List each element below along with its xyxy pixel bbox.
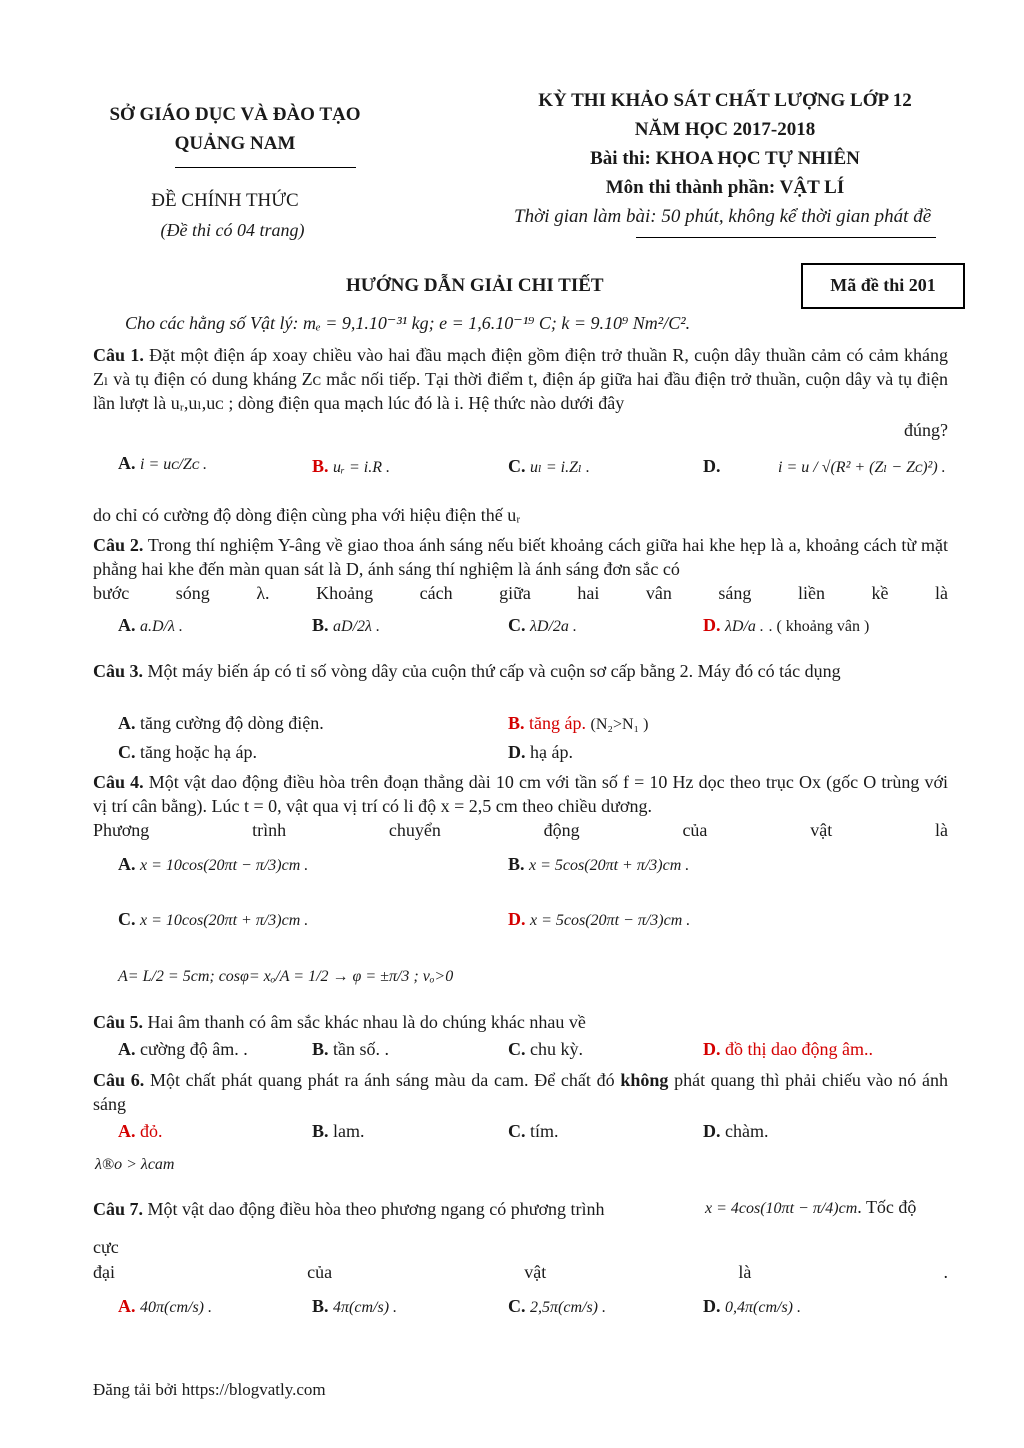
option-label: C. [508,456,526,476]
equation: x = 4cos(10πt − π/4)cm [705,1200,858,1217]
header-left-divider [175,167,356,168]
school-year: NĂM HỌC 2017-2018 [634,119,816,140]
question-1-tail: đúng? [904,420,948,440]
question-text: Đặt một điện áp xoay chiều vào hai đầu mạch điện gồm điện trở thuần R, cuộn dây thuần cảm có cảm kháng Zₗ và tụ điện có dung kháng Zᴄ mắc nối tiếp. Tại thời điểm t, điện áp giữa hai đầu điện trở thuần, cuộn dây và tụ điện lần lượt là uᵣ,uₗ,uᴄ ; dòng điện qua mạch lúc đó là i. Hệ thức nào dưới đây [93,345,949,413]
q4-option-b [508,854,689,875]
q2-option-c [508,615,577,636]
solution-formula: A= L/2 = 5cm; cosφ= xₒ/A = 1/2 → φ = ±π/3 ; vₒ>0 [118,968,454,985]
q1-option-b [312,456,390,477]
question-7-line2: cực [93,1237,119,1257]
option-text: hạ áp. [530,742,573,762]
option-text: chu kỳ. [530,1039,583,1059]
option-label: B. [312,615,329,635]
option-text: tăng hoặc hạ áp. [140,742,257,762]
option-label: C. [508,1121,526,1141]
option-text: đỏ. [140,1121,163,1141]
option-formula: uᵣ = i.R . [333,459,390,476]
option-label: B. [312,1039,329,1059]
q5-option-c [508,1039,583,1060]
question-emphasis: không [620,1070,669,1090]
option-formula: i = u / √(R² + (Zₗ − Zᴄ)²) . [778,459,946,476]
q4-option-a [118,854,308,875]
q2-option-b [312,615,380,636]
q7-option-c [508,1296,606,1317]
q4-option-c [118,909,308,930]
header-right-divider [636,237,936,238]
option-label: B. [508,713,525,733]
option-formula: 0,4π(cm/s) . [725,1299,801,1316]
option-formula: a.D/λ . [140,618,183,635]
official-label: ĐỀ CHÍNH THỨC [151,190,299,211]
guide-title: HƯỚNG DẪN GIẢI CHI TIẾT [346,275,604,296]
question-label: Câu 2. [93,535,144,555]
option-label: A. [118,1121,136,1141]
question-label: Câu 4. [93,772,144,792]
page-count-note: (Đề thi có 04 trang) [160,220,305,240]
option-formula: 2,5π(cm/s) . [530,1299,606,1316]
option-formula: λD/2a . [530,618,577,635]
option-label: D. [703,1296,721,1316]
option-label: C. [118,909,136,929]
q6-option-b [312,1121,365,1142]
option-label: D. [508,909,526,929]
question-text: Một chất phát quang phát ra ánh sáng màu da cam. Để chất đó [149,1070,615,1090]
solution-formula: λ®o > λcam [95,1156,175,1173]
question-1 [93,343,948,415]
q7-option-d [703,1296,801,1317]
q1-note: do chỉ có cường độ dòng điện cùng pha với hiệu điện thế uᵣ [93,505,521,525]
option-formula: 4π(cm/s) . [333,1299,398,1316]
q3-option-c [118,742,257,763]
option-label: D. [703,615,721,635]
option-label: A. [118,1296,136,1316]
question-label: Câu 7. [93,1199,144,1219]
q7-equation [705,1197,916,1218]
option-formula: uₗ = i.Zₗ . [530,459,590,476]
physics-constants: Cho các hằng số Vật lý: mₑ = 9,1.10⁻³¹ kg; e = 1,6.10⁻¹⁹ C; k = 9.10⁹ Nm²/C². [125,313,691,333]
option-formula: 40π(cm/s) . [140,1299,212,1316]
option-label: D. [703,1039,721,1059]
q7-option-b [312,1296,397,1317]
footer-credit: Đăng tải bởi https://blogvatly.com [93,1380,326,1399]
q5-option-b [312,1039,389,1060]
q4-option-d [508,909,690,930]
option-formula: x = 5cos(20πt − π/3)cm . [530,912,691,929]
option-text: cường độ âm. . [140,1039,248,1059]
option-note: (N₂>N₁ ) [590,716,649,733]
exam-code: Mã đề thi 201 [830,275,936,295]
subject-name: Môn thi thành phần: VẬT LÍ [605,177,845,198]
q4-solution [118,965,453,986]
exam-title: KỲ THI KHẢO SÁT CHẤT LƯỢNG LỚP 12 [538,90,912,111]
option-text: tần số. . [333,1039,390,1059]
q2-option-d [703,615,869,636]
q6-option-d [703,1121,768,1142]
q1-option-d [703,456,721,477]
question-label: Câu 6. [93,1070,145,1090]
option-label: A. [118,854,136,874]
question-label: Câu 5. [93,1012,144,1032]
option-formula: i = uᴄ/Zᴄ . [140,456,208,473]
exam-duration: Thời gian làm bài: 50 phút, không kể thời gian phát đề [514,206,932,227]
question-label: Câu 1. [93,345,144,365]
option-text: đồ thị dao động âm.. [725,1039,873,1059]
option-text: tím. [530,1121,559,1141]
question-2 [93,533,948,581]
option-formula: x = 10cos(20πt + π/3)cm . [140,912,309,929]
option-label: B. [312,456,329,476]
q5-option-a [118,1039,248,1060]
option-formula: aD/2λ . [333,618,380,635]
question-text-continued: phát quang thì phải chiếu vào nó ánh sáng [93,1070,949,1114]
option-label: D. [508,742,526,762]
question-5 [93,1010,948,1034]
question-text: Trong thí nghiệm Y-âng về giao thoa ánh sáng nếu biết khoảng cách giữa hai khe hẹp là a, khoảng cách từ mặt phẳng hai khe đến màn quan sát là D, ánh sáng thí nghiệm là ánh sáng đơn sắc có [93,535,948,579]
question-text: Một vật dao động điều hòa trên đoạn thẳng dài 10 cm với tần số f = 10 Hz dọc theo trục Ox (gốc O trùng với vị trí cân bằng). Lúc t = 0, vật qua vị trí có li độ x = 2,5 cm theo chiều dương. [93,772,948,816]
option-label: B. [312,1296,329,1316]
option-label: D. [703,1121,721,1141]
test-name: Bài thi: KHOA HỌC TỰ NHIÊN [590,148,860,169]
option-note: . ( khoảng vân ) [768,618,870,635]
q1-option-d-formula [778,456,946,477]
q5-option-d [703,1039,873,1060]
option-label: A. [118,615,136,635]
question-text: Một vật dao động điều hòa theo phương ngang có phương trình [147,1199,605,1219]
question-6 [93,1068,948,1116]
question-7-line3: đại của vật là . [93,1262,948,1282]
question-4-last-line: Phương trình chuyển động của vật là [93,820,948,840]
question-text: Hai âm thanh có âm sắc khác nhau là do chúng khác nhau về [147,1012,586,1032]
question-2-last-line: bước sóng λ. Khoảng cách giữa hai vân sáng liền kề là [93,583,948,603]
option-formula: λD/a . [725,618,764,635]
option-label: C. [508,1039,526,1059]
option-label: C. [508,1296,526,1316]
province-name: QUẢNG NAM [174,133,296,154]
q6-solution [95,1153,174,1174]
option-formula: x = 5cos(20πt + π/3)cm . [529,857,690,874]
q3-option-d [508,742,573,763]
question-text: Một máy biến áp có tỉ số vòng dây của cuộn thứ cấp và cuộn sơ cấp bằng 2. Máy đó có tác dụng [147,661,841,681]
option-text: tăng cường độ dòng điện. [140,713,324,733]
q3-option-b [508,713,648,734]
option-label: B. [508,854,525,874]
option-label: A. [118,713,136,733]
exam-code-box [801,263,965,309]
question-4 [93,770,948,818]
q7-option-a [118,1296,212,1317]
option-text: tăng áp. [529,713,586,733]
q2-option-a [118,615,183,636]
question-3 [93,659,948,683]
option-label: D. [703,456,721,476]
option-formula: x = 10cos(20πt − π/3)cm . [140,857,309,874]
option-label: A. [118,453,136,473]
department-name: SỞ GIÁO DỤC VÀ ĐÀO TẠO [109,104,361,125]
option-label: C. [508,615,526,635]
question-label: Câu 3. [93,661,144,681]
option-label: A. [118,1039,136,1059]
option-text: chàm. [725,1121,769,1141]
option-text: lam. [333,1121,365,1141]
q1-option-c [508,456,590,477]
option-label: C. [118,742,136,762]
q3-option-a [118,713,324,734]
q1-option-a [118,453,207,474]
q6-option-a [118,1121,163,1142]
q6-option-c [508,1121,559,1142]
option-label: B. [312,1121,329,1141]
question-tail: . Tốc độ [857,1197,917,1217]
